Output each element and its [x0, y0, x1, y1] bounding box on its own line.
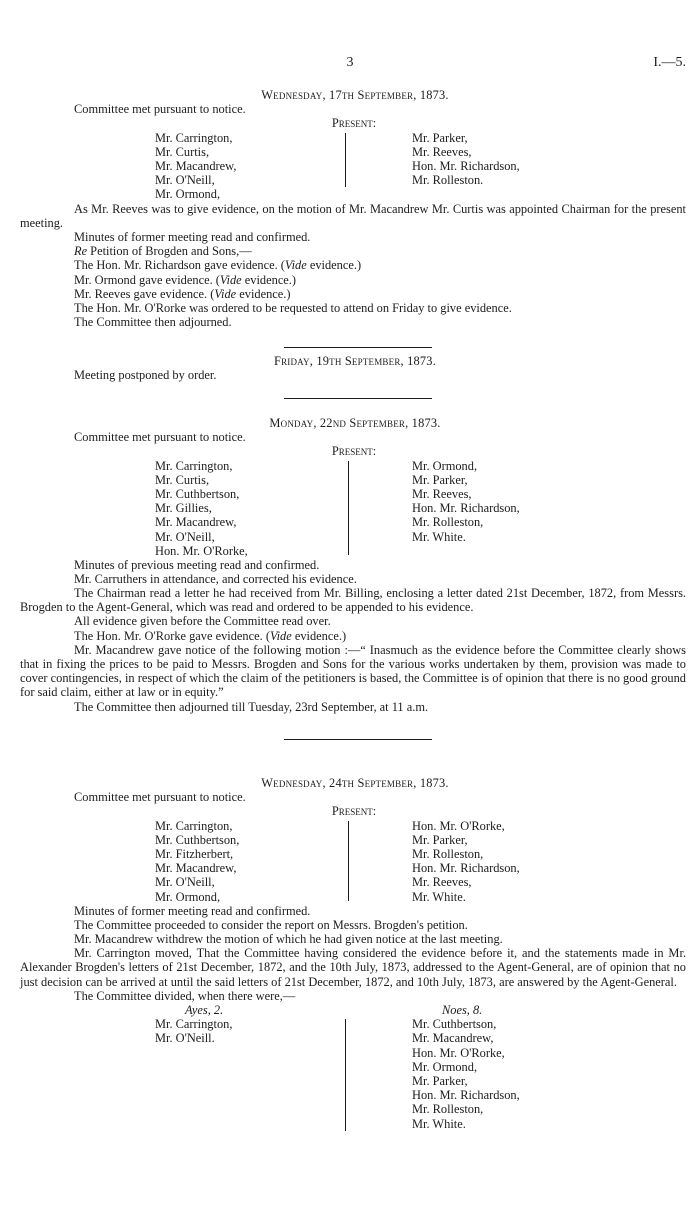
carruthers-line: Mr. Carruthers in attendance, and corrected his evidence.: [74, 571, 357, 586]
evidence-text: Mr. Ormond gave evidence. (: [74, 272, 220, 287]
ayes-column: [155, 1003, 232, 1046]
member-name: Mr. Macandrew,: [412, 1031, 494, 1046]
member-name: Hon. Mr. Richardson,: [412, 159, 520, 174]
member-name: Mr. Macandrew,: [155, 159, 237, 174]
date-rest: , 17th September, 1873.: [322, 88, 449, 102]
re-word: Re: [74, 244, 88, 259]
section-date: [0, 88, 700, 102]
member-name: Mr. Parker,: [412, 1074, 468, 1089]
member-name: Mr. Rolleston,: [412, 847, 484, 862]
date-day: Wednesday: [261, 776, 323, 790]
member-name: Mr. Macandrew,: [155, 515, 237, 530]
attendance-right: [412, 459, 520, 544]
section-divider: [284, 739, 432, 740]
member-name: Mr. Ormond,: [412, 458, 478, 473]
member-name: Mr. White.: [412, 529, 466, 544]
division-line: The Committee divided, when there were,—: [74, 988, 296, 1003]
member-name: Mr. Fitzherbert,: [155, 847, 234, 862]
date-day: Monday: [269, 416, 314, 430]
present-label: Present:: [331, 804, 377, 819]
paragraph: As Mr. Reeves was to give evidence, on the motion of Mr. Macandrew Mr. Curtis was appointed Chairman for the present meeting.: [20, 201, 686, 230]
vide-word: Vide: [219, 272, 242, 287]
member-name: Mr. Gillies,: [155, 501, 212, 516]
date-rest: , 24th September, 1873.: [322, 776, 449, 790]
member-name: Mr. Ormond,: [412, 1059, 478, 1074]
page-number: 3: [346, 55, 354, 70]
petition-text: Petition of Brogden and Sons,—: [87, 244, 252, 259]
member-name: Hon. Mr. Richardson,: [412, 861, 520, 876]
vide-word: Vide: [284, 258, 307, 273]
attendance-columns: [0, 459, 700, 558]
member-name: Mr. O'Neill,: [155, 173, 215, 188]
evidence-text: The Hon. Mr. Richardson gave evidence. (: [74, 258, 285, 273]
proceeded-line: The Committee proceeded to consider the report on Messrs. Brogden's petition.: [74, 917, 468, 932]
member-name: Mr. Reeves,: [412, 875, 472, 890]
attendance-left: [155, 819, 239, 904]
evidence-suffix: evidence.): [306, 258, 362, 273]
column-divider: [348, 821, 349, 901]
date-rest: , 22nd September, 1873.: [313, 416, 441, 430]
present-label: Present:: [331, 116, 377, 131]
member-name: Hon. Mr. O'Rorke,: [412, 818, 505, 833]
member-name: Mr. Rolleston.: [412, 173, 484, 188]
division-columns: [0, 1003, 700, 1135]
evidence-text: The Hon. Mr. O'Rorke gave evidence. (: [74, 628, 270, 643]
postponed-line: Meeting postponed by order.: [74, 368, 217, 383]
section-wednesday-24: [0, 776, 700, 1135]
vide-word: Vide: [214, 286, 237, 301]
member-name: Hon. Mr. Richardson,: [412, 1088, 520, 1103]
petition-line: [0, 244, 700, 258]
present-label: Present:: [331, 444, 377, 459]
motion-paragraph: Mr. Carrington moved, That the Committee having considered the evidence before it, and the statements made in Mr. Alexander Brogden's letters of 21st December, 1872, and the 10th July, 1873, addressed to the Agent-General, are of opinion that no just decision can be arrived at until the said letters of 21st December, 1872, and 10th July, 1873, are answered by the Agent-General.: [20, 946, 686, 989]
evidence-suffix: evidence.): [236, 286, 291, 301]
evidence-line: [0, 273, 700, 287]
column-divider: [348, 461, 349, 555]
member-name: Mr. Cuthbertson,: [155, 487, 240, 502]
member-name: Mr. Rolleston,: [412, 1102, 484, 1117]
member-name: Mr. Parker,: [412, 472, 468, 487]
member-name: Mr. Carrington,: [155, 818, 233, 833]
section-date: [0, 776, 700, 790]
vide-word: Vide: [269, 628, 292, 643]
adjourn-line: The Committee then adjourned till Tuesday, 23rd September, at 11 a.m.: [74, 699, 429, 714]
member-name: Mr. Ormond,: [155, 889, 221, 904]
member-name: Mr. Reeves,: [412, 487, 472, 502]
date-day: Friday: [273, 354, 310, 368]
minutes-line: Minutes of previous meeting read and confirmed.: [74, 557, 320, 572]
attendance-columns: [0, 819, 700, 904]
opening-line: Committee met pursuant to notice.: [74, 430, 246, 445]
attendance-columns: [0, 131, 700, 202]
member-name: Mr. Cuthbertson,: [155, 832, 240, 847]
attendance-right: [412, 131, 520, 188]
column-divider: [345, 1019, 346, 1131]
member-name: Mr. Curtis,: [155, 144, 210, 159]
evidence-line: [0, 258, 700, 272]
section-divider: [284, 347, 432, 348]
opening-line: Committee met pursuant to notice.: [74, 102, 246, 117]
member-name: Mr. Parker,: [412, 832, 468, 847]
evidence-suffix: evidence.): [241, 272, 297, 287]
member-name: Mr. Carrington,: [155, 458, 233, 473]
member-name: Mr. Carrington,: [155, 130, 233, 145]
attendance-left: [155, 459, 248, 558]
attendance-left: [155, 131, 236, 202]
member-name: Mr. Cuthbertson,: [412, 1017, 497, 1032]
member-name: Mr. O'Neill,: [155, 875, 215, 890]
date-day: Wednesday: [261, 88, 323, 102]
document-reference: I.—5.: [653, 55, 686, 70]
member-name: Hon. Mr. Richardson,: [412, 501, 520, 516]
member-name: Mr. Ormond,: [155, 187, 221, 202]
opening-line: Committee met pursuant to notice.: [74, 790, 246, 805]
order-line: The Hon. Mr. O'Rorke was ordered to be requested to attend on Friday to give evidence.: [74, 301, 512, 316]
member-name: Mr. Carrington,: [155, 1017, 233, 1032]
member-name: Mr. White.: [412, 889, 466, 904]
evidence-text: Mr. Reeves gave evidence. (: [74, 286, 215, 301]
evidence-line: [0, 287, 700, 301]
date-rest: , 19th September, 1873.: [309, 354, 436, 368]
motion-paragraph: Mr. Macandrew gave notice of the following motion :—“ Inasmuch as the evidence before the Committee clearly shows that in fixing the prices to be paid to Messrs. Brogden and Sons for the various works undertaken by them, provision was made to cover contingencies, in respect of which the claim of the petitioners is based, the Committee is of opinion that there is no good ground for said claim, either at law or in equity.”: [20, 642, 686, 700]
evidence-suffix: evidence.): [291, 628, 347, 643]
member-name: Mr. O'Neill,: [155, 529, 215, 544]
adjourn-line: The Committee then adjourned.: [74, 315, 232, 330]
section-monday-22: [0, 416, 700, 714]
section-date: [0, 354, 700, 368]
member-name: Mr. Rolleston,: [412, 515, 484, 530]
evidence-read-line: All evidence given before the Committee read over.: [74, 614, 331, 629]
member-name: Mr. O'Neill.: [155, 1031, 215, 1046]
member-name: Hon. Mr. O'Rorke,: [155, 543, 248, 558]
attendance-right: [412, 819, 520, 904]
member-name: Mr. Reeves,: [412, 144, 472, 159]
member-name: Mr. Macandrew,: [155, 861, 237, 876]
evidence-line: [0, 629, 700, 643]
paragraph: The Chairman read a letter he had received from Mr. Billing, enclosing a letter dated 21st December, 1872, from Messrs. Brogden to the Agent-General, which was read and ordered to be appended to his evidence.: [20, 586, 686, 615]
noes-label: Noes, 8.: [442, 1003, 483, 1018]
member-name: Mr. Curtis,: [155, 472, 210, 487]
noes-column: [412, 1003, 520, 1131]
section-friday-19: [0, 354, 700, 382]
member-name: Hon. Mr. O'Rorke,: [412, 1045, 505, 1060]
withdrew-line: Mr. Macandrew withdrew the motion of which he had given notice at the last meeting.: [74, 932, 503, 947]
member-name: Mr. White.: [412, 1116, 466, 1131]
column-divider: [345, 133, 346, 187]
minutes-line: Minutes of former meeting read and confirmed.: [74, 903, 311, 918]
section-wednesday-17: [0, 88, 700, 329]
ayes-label: Ayes, 2.: [185, 1003, 224, 1018]
minutes-line: Minutes of former meeting read and confirmed.: [74, 230, 311, 245]
section-divider: [284, 398, 432, 399]
member-name: Mr. Parker,: [412, 130, 468, 145]
section-date: [0, 416, 700, 430]
